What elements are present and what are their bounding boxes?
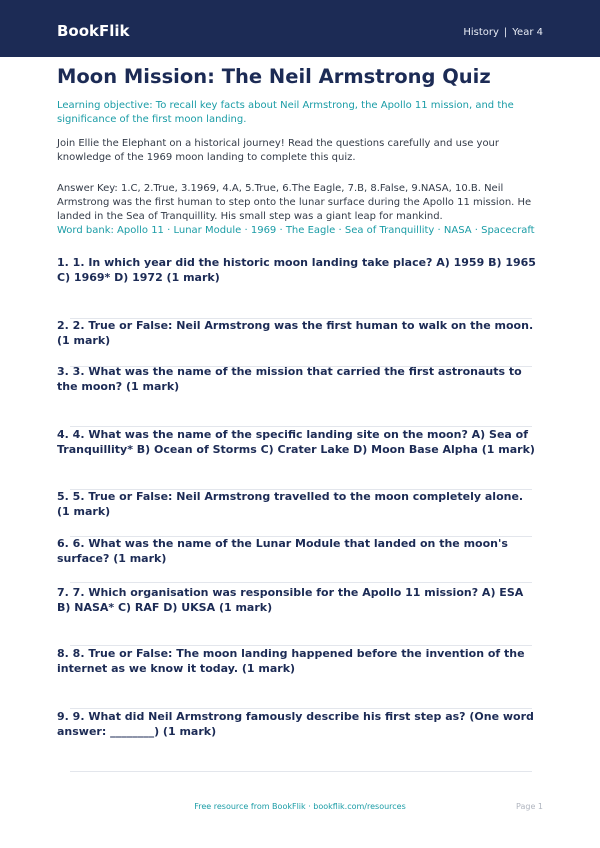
- question-9: 9. 9. What did Neil Armstrong famously describe his first step as? (One word answer: ________) (1 mark): [57, 710, 534, 738]
- year-label: Year 4: [512, 27, 543, 38]
- intro-text: Join Ellie the Elephant on a historical journey! Read the questions carefully and use your knowledge of the 1969 moon landing to complete this quiz.: [57, 138, 500, 163]
- question-6: 6. 6. What was the name of the Lunar Module that landed on the moon's surface? (1 mark): [57, 537, 508, 565]
- question-3: 3. 3. What was the name of the mission that carried the first astronauts to the moon? (1 mark): [57, 365, 522, 393]
- answer-line: [70, 582, 532, 583]
- question-8: 8. 8. True or False: The moon landing happened before the invention of the internet as we know it today. (1 mark): [57, 647, 525, 675]
- question-2: 2. 2. True or False: Neil Armstrong was the first human to walk on the moon. (1 mark): [57, 319, 534, 347]
- word-bank: Word bank: Apollo 11 · Lunar Module · 1969 · The Eagle · Sea of Tranquillity · NASA · Spacecraft: [57, 225, 535, 236]
- page-number: Page 1: [516, 802, 543, 811]
- subject-label: History: [463, 27, 499, 38]
- page-title: Moon Mission: The Neil Armstrong Quiz: [57, 65, 491, 88]
- question-4: 4. 4. What was the name of the specific landing site on the moon? A) Sea of Tranquillity* B) Ocean of Storms C) Crater Lake D) Moon Base Alpha (1 mark): [57, 428, 535, 456]
- footer-credit: Free resource from BookFlik · bookflik.com/resources: [194, 802, 406, 811]
- question-7: 7. 7. Which organisation was responsible for the Apollo 11 mission? A) ESA B) NASA* C) RAF D) UKSA (1 mark): [57, 586, 524, 614]
- question-1: 1. 1. In which year did the historic moon landing take place? A) 1959 B) 1965 C) 1969* D) 1972 (1 mark): [57, 256, 536, 284]
- header-meta: [463, 27, 543, 39]
- answer-key: Answer Key: 1.C, 2.True, 3.1969, 4.A, 5.True, 6.The Eagle, 7.B, 8.False, 9.NASA, 10.B. Neil Armstrong was the first human to step onto the lunar surface during the Apollo 11 mission. He landed in the Sea of Tranquillity. His small step was a giant leap for mankind.: [57, 183, 532, 222]
- brand-logo: BookFlik: [57, 22, 130, 40]
- question-5: 5. 5. True or False: Neil Armstrong travelled to the moon completely alone. (1 mark): [57, 490, 524, 518]
- learning-objective: Learning objective: To recall key facts about Neil Armstrong, the Apollo 11 mission, and the significance of the first moon landing.: [57, 100, 514, 125]
- meta-separator: |: [503, 27, 508, 38]
- page-header: [0, 0, 600, 57]
- footer-divider: [70, 771, 532, 772]
